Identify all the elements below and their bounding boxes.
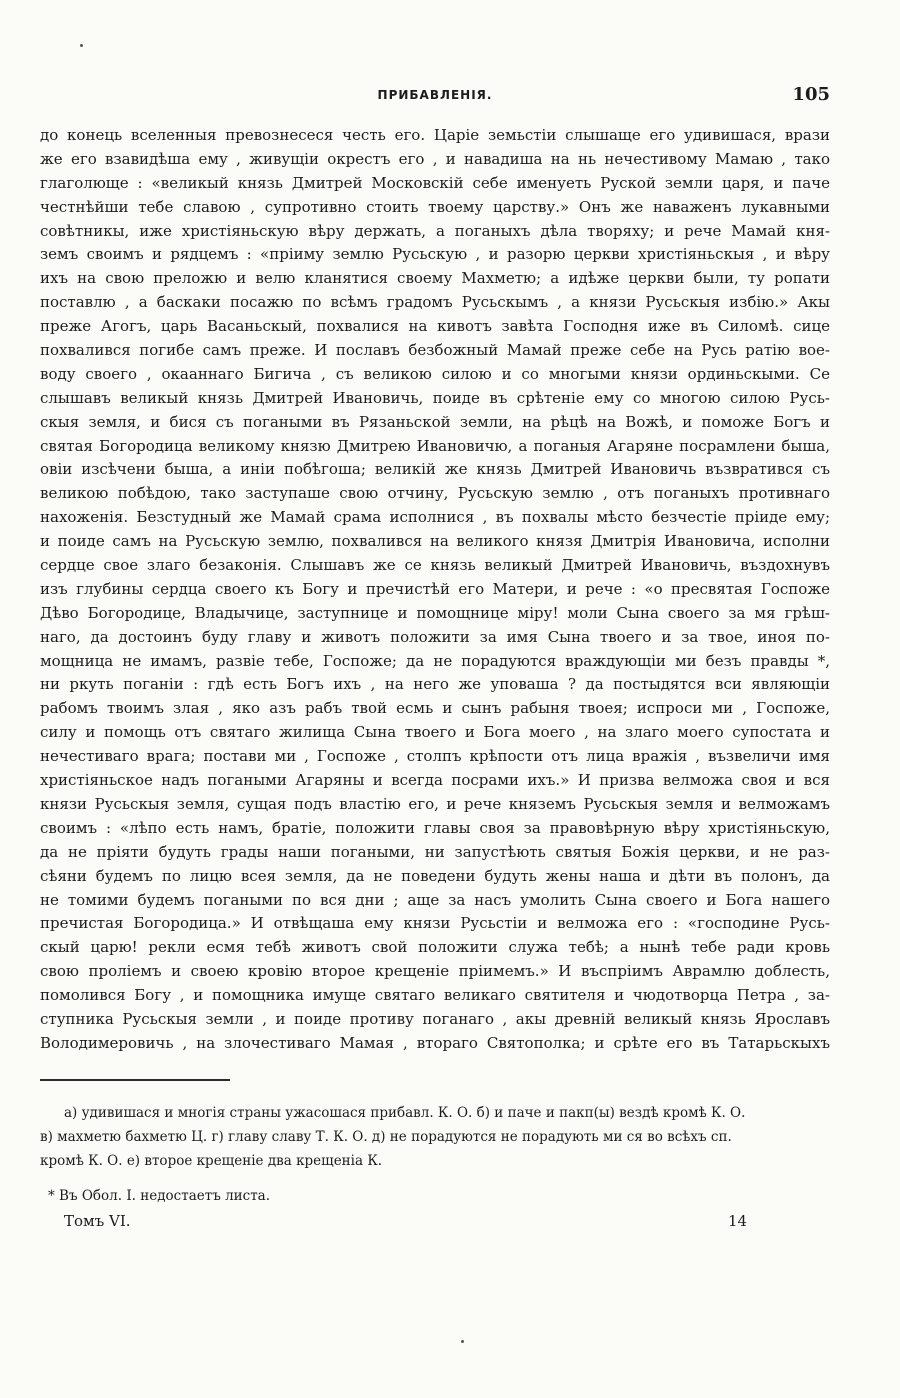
body-line: изъ глубины сердца своего къ Богу и пречистѣй его Матери, и рече : «о пресвятая Госпоже (40, 579, 830, 598)
body-line: преже Агогъ, царь Васаньскый, похвалися на кивотъ завѣта Господня иже въ Силомѣ. сице (40, 317, 830, 336)
body-line: земъ своимъ и рядцемъ : «пріиму землю Русьскую , и разорю церкви христіяньскыя , и вѣру (40, 245, 830, 264)
page-number: 105 (792, 84, 830, 105)
body-line: ступника Русьскыя земли , и поиде противу поганаго , акы древній великый князь Ярославъ (40, 1009, 830, 1028)
star-footnote: * Въ Обол. I. недостаетъ листа. (48, 1188, 271, 1204)
body-line: Володимеровичь , на злочестиваго Мамая , втораго Святополка; и срѣте его въ Татарьскыхъ (40, 1033, 830, 1052)
body-line: христіяньское надъ погаными Агаряны и всегда посрами ихъ.» И призва велможа своя и вся (40, 771, 830, 790)
print-speck (80, 44, 83, 47)
body-line: честнѣйши тебе славою , супротивно стоить твоему царству.» Онъ же наваженъ лукавными (40, 197, 830, 216)
body-line: наго, да достоинъ буду главу и животъ положити за имя Сына твоего и за твое, иноя по- (40, 627, 830, 646)
body-line: свою пролiемъ и своею кровію второе крещеніе пріимемъ.» И въспріимъ Аврамлю доблесть, (40, 962, 830, 981)
body-text (40, 124, 830, 1056)
body-line: слышавъ великый князь Дмитрей Ивановичь, поиде въ срѣтеніе ему со многою силою Русь- (40, 388, 830, 407)
footnote-line: кромѣ К. О. е) второе крещеніе два крещенiа К. (40, 1153, 383, 1169)
page-footer (40, 1212, 830, 1236)
print-speck (461, 1340, 464, 1343)
body-line: овіи изсѣчени быша, а иніи побѣгоша; великій же князь Дмитрей Ивановичь възвратився съ (40, 460, 830, 479)
body-line: Дѣво Богородице, Владычице, заступнице и помощнице міру! моли Сына своего за мя грѣш- (40, 603, 830, 622)
body-line: не томими будемъ погаными по вся дни ; аще за насъ умолить Сына своего и Бога нашего (40, 890, 830, 909)
body-line: совѣтникы, иже христіяньскую вѣру держать, а поганыхъ дѣла творяху; и рече Мамай кня- (40, 221, 830, 240)
body-line: скый царю! рекли есмя тебѣ животъ свой положити служа тебѣ; а нынѣ тебе ради кровь (40, 938, 830, 957)
body-line: мощница не имамъ, развіе тебе, Госпоже; да не порадуются враждующіи ми безъ правды *, (40, 651, 830, 670)
body-line: ихъ на свою преложю и велю кланятися своему Махметю; а идѣже церкви были, ту ропати (40, 269, 830, 288)
body-line: похвалився погибе самъ преже. И пославъ безбожный Мамай преже себе на Русь ратію вое- (40, 341, 830, 360)
body-line: пречистая Богородица.» И отвѣщаша ему князи Русьстіи и велможа его : «господине Русь- (40, 914, 830, 933)
body-line: и поиде самъ на Русьскую землю, похвалився на великого князя Дмитрія Ивановича, исполни (40, 532, 830, 551)
footnote-line: в) махметю бахметю Ц. г) главу славу Т. К. О. д) не порадуются не порадують ми ся во всѣхъ сп. (40, 1129, 732, 1145)
footnotes (40, 1101, 830, 1173)
body-line: сѣяни будемъ по лицю всея земля, да не поведени будуть жены наша и дѣти въ полонъ, да (40, 866, 830, 885)
body-line: да не пріяти будуть грады наши погаными, ни запустѣють святыя Божія церкви, и не раз- (40, 842, 830, 861)
volume-label: Томъ VI. (64, 1212, 131, 1230)
body-line: скыя земля, и бися съ погаными въ Рязаньской земли, на рѣцѣ на Вожѣ, и поможе Богъ и (40, 412, 830, 431)
body-line: силу и помощь отъ святаго жилища Сына твоего и Бога моего , на злаго моего супостата и (40, 723, 830, 742)
body-line: великою побѣдою, тако заступаше свою отчину, Русьскую землю , отъ поганыхъ противнаго (40, 484, 830, 503)
body-line: рабомъ твоимъ злая , яко азъ рабъ твой есмь и сынъ рабыня твоея; испроси ми , Госпоже, (40, 699, 830, 718)
body-line: же его взавидѣша ему , живущіи окрестъ его , и навадиша на нь нечестивому Мамаю , тако (40, 149, 830, 168)
body-line: глаголюще : «великый князь Дмитрей Московскій себе именуеть Руской земли царя, и паче (40, 173, 830, 192)
body-line: воду своего , окааннаго Бигича , съ великою силою и со многыми князи ординьскыми. Се (40, 364, 830, 383)
body-line: поставлю , а баскаки посажю по всѣмъ градомъ Русьскымъ , а князи Русьскыя избію.» Акы (40, 293, 830, 312)
page-header (40, 84, 830, 112)
body-line: святая Богородица великому князю Дмитрею Ивановичю, а поганыя Агаряне посрамлени быша, (40, 436, 830, 455)
body-line: нечестиваго врага; постави ми , Госпоже , столпъ крѣпости отъ лица вражія , възвеличи имя (40, 747, 830, 766)
footnote-divider (40, 1079, 230, 1081)
body-line: своимъ : «лѣпо есть намъ, братіе, положити главы своя за правовѣрную вѣру христіяньскую, (40, 818, 830, 837)
sheet-signature: 14 (728, 1212, 748, 1230)
body-line: князи Русьскыя земля, сущая подъ властію его, и рече княземъ Русьскыя земля и велможамъ (40, 794, 830, 813)
body-line: до конець вселенныя превознесеся честь его. Царіе земьстіи слышаще его удивишася, врази (40, 126, 830, 144)
running-head: ПРИБАВЛЕНІЯ. (377, 88, 493, 102)
body-line: помолився Богу , и помощника имуще святаго великаго святителя и чюдотворца Петра , за- (40, 986, 830, 1005)
footnote-line: а) удивишася и многія страны ужасошася прибавл. К. О. б) и паче и пакп(ы) вездѣ кромѣ К. О. (64, 1105, 746, 1121)
body-line: нахоженія. Безстудный же Мамай срама исполнися , въ похвалы мѣсто безчестіе пріиде ему; (40, 508, 830, 527)
body-line: сердце свое злаго безаконія. Слышавъ же се князь великый Дмитрей Ивановичь, въздохнувъ (40, 556, 830, 575)
body-line: ни ркуть поганіи : гдѣ есть Богъ ихъ , на него же уповаша ? да постыдятся вси являющіи (40, 675, 830, 694)
